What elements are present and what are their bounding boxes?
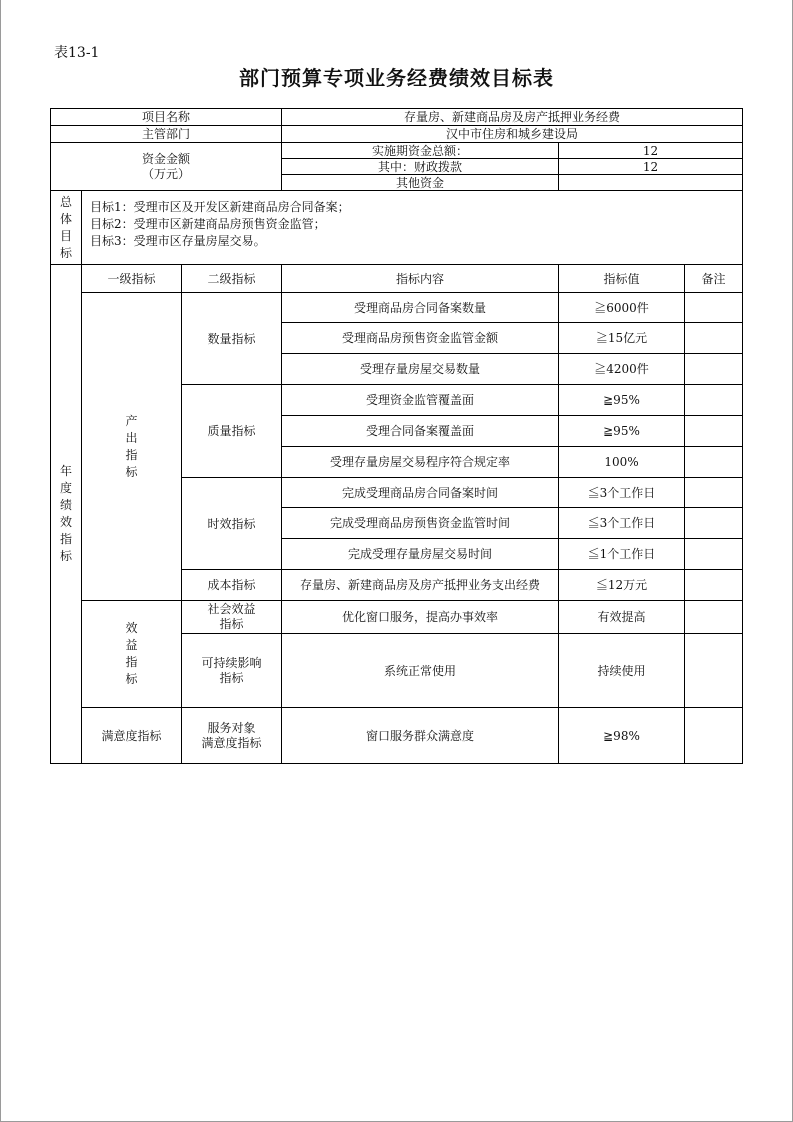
indicator-note	[685, 354, 743, 385]
overall-goal-content	[82, 191, 743, 265]
row-column-headers	[51, 265, 743, 293]
indicator-content: 受理商品房合同备案数量	[282, 293, 559, 323]
indicator-value: ≧4200件	[559, 354, 685, 385]
indicator-note	[685, 539, 743, 570]
indicator-value: 持续使用	[559, 634, 685, 708]
indicator-value: ≦3个工作日	[559, 478, 685, 508]
indicator-content: 窗口服务群众满意度	[282, 708, 559, 764]
indicator-note	[685, 478, 743, 508]
funds-label-line1: 资金金额	[141, 151, 190, 166]
indicator-note	[685, 570, 743, 601]
indicator-content: 受理存量房屋交易程序符合规定率	[282, 447, 559, 478]
indicator-value: ≦3个工作日	[559, 508, 685, 539]
indicator-value: ≧95%	[559, 385, 685, 416]
indicator-content: 完成受理商品房合同备案时间	[282, 478, 559, 508]
quality-indicator-label: 质量指标	[182, 385, 282, 478]
col-header-content: 指标内容	[282, 265, 559, 293]
department-label: 主管部门	[51, 126, 282, 143]
indicator-content: 受理商品房预售资金监管金额	[282, 323, 559, 354]
fiscal-label: 其中：财政拨款	[282, 159, 559, 175]
indicator-value: ≧98%	[559, 708, 685, 764]
col-header-value: 指标值	[559, 265, 685, 293]
goal-3: 目标3：受理市区存量房屋交易。	[90, 234, 266, 248]
indicator-value: ≧15亿元	[559, 323, 685, 354]
project-name-value: 存量房、新建商品房及房产抵押业务经费	[282, 109, 743, 126]
indicator-note	[685, 416, 743, 447]
annual-indicators-label: 年度绩效指标	[51, 265, 82, 764]
col-header-level2: 二级指标	[182, 265, 282, 293]
col-header-level1: 一级指标	[82, 265, 182, 293]
indicator-content: 完成受理商品房预售资金监管时间	[282, 508, 559, 539]
performance-target-table	[50, 108, 743, 764]
row-project-name	[51, 109, 743, 126]
indicator-content: 优化窗口服务，提高办事效率	[282, 601, 559, 634]
indicator-value: ≧6000件	[559, 293, 685, 323]
indicator-value: 有效提高	[559, 601, 685, 634]
row-funds-total	[51, 143, 743, 159]
funds-label	[51, 143, 282, 191]
indicator-value: ≧95%	[559, 416, 685, 447]
goal-1: 目标1：受理市区及开发区新建商品房合同备案；	[90, 200, 350, 214]
department-value: 汉中市住房和城乡建设局	[282, 126, 743, 143]
indicator-note	[685, 447, 743, 478]
table-row	[51, 293, 743, 323]
table-row	[51, 601, 743, 634]
indicator-content: 完成受理存量房屋交易时间	[282, 539, 559, 570]
other-funds-value	[559, 175, 743, 191]
indicator-content: 受理存量房屋交易数量	[282, 354, 559, 385]
indicator-value: ≦12万元	[559, 570, 685, 601]
indicator-note	[685, 601, 743, 634]
social-benefit-label: 社会效益 指标	[182, 601, 282, 634]
table-number: 表13-1	[54, 45, 100, 61]
output-indicator-label: 产出指标	[82, 293, 182, 601]
indicator-note	[685, 323, 743, 354]
funds-label-line2: （万元）	[141, 166, 190, 181]
total-funds-value: 12	[559, 143, 743, 159]
cost-indicator-label: 成本指标	[182, 570, 282, 601]
indicator-note	[685, 508, 743, 539]
indicator-note	[685, 385, 743, 416]
indicator-note	[685, 293, 743, 323]
quantity-indicator-label: 数量指标	[182, 293, 282, 385]
col-header-note: 备注	[685, 265, 743, 293]
page-border-left	[0, 0, 1, 1122]
fiscal-value: 12	[559, 159, 743, 175]
row-overall-goal	[51, 191, 743, 265]
total-funds-label: 实施期资金总额：	[282, 143, 559, 159]
row-department	[51, 126, 743, 143]
indicator-content: 系统正常使用	[282, 634, 559, 708]
overall-goal-label: 总体目标	[51, 191, 82, 265]
indicator-content: 受理合同备案覆盖面	[282, 416, 559, 447]
project-name-label: 项目名称	[51, 109, 282, 126]
indicator-note	[685, 634, 743, 708]
indicator-note	[685, 708, 743, 764]
table-row	[51, 708, 743, 764]
indicator-content: 受理资金监管覆盖面	[282, 385, 559, 416]
sustainability-label: 可持续影响 指标	[182, 634, 282, 708]
goal-2: 目标2：受理市区新建商品房预售资金监管；	[90, 217, 326, 231]
other-funds-label: 其他资金	[282, 175, 559, 191]
timeliness-indicator-label: 时效指标	[182, 478, 282, 570]
satisfaction-indicator-label: 满意度指标	[82, 708, 182, 764]
indicator-content: 存量房、新建商品房及房产抵押业务支出经费	[282, 570, 559, 601]
indicator-value: ≦1个工作日	[559, 539, 685, 570]
benefit-indicator-label: 效益指标	[82, 601, 182, 708]
indicator-value: 100%	[559, 447, 685, 478]
service-satisfaction-label: 服务对象 满意度指标	[182, 708, 282, 764]
page-title: 部门预算专项业务经费绩效目标表	[239, 66, 554, 90]
